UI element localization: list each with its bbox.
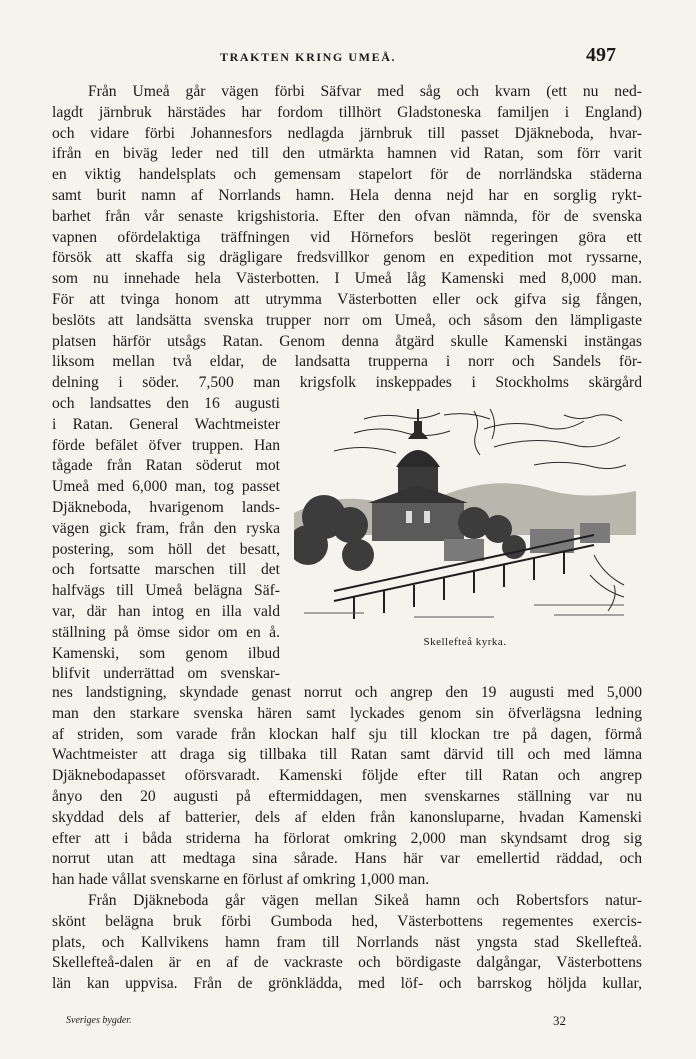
text-line: Djäknebodapasset oförsvaradt. Kamenski följde efter till Ratan och angrep <box>52 767 642 785</box>
text-line: han hade vållat svenskarne en förlust af omkring 1,000 man. <box>52 871 430 889</box>
text-line: ånyo den 20 augusti på eftermiddagen, men svenskarnes ställning var nu <box>52 787 642 805</box>
text-line: efter att i båda striderna ha förlorat omkring 2,000 man skyndsamt drog sig <box>52 829 642 847</box>
text-line: För att tvinga honom att utrymma Västerbotten eller ock gifva sig fången, <box>52 290 642 308</box>
text-line: norrut utan att medtaga sina sårade. Hans här var emellertid räddad, och <box>52 850 642 868</box>
text-line: en viktig handelsplats och gemensam stapelort för de norrländska städerna <box>52 166 642 184</box>
text-line: Djäkneboda, hvarigenom lands- <box>52 498 280 516</box>
text-line: län kan uppvisa. Från de grönklädda, med löf- och barrskog höljda kullar, <box>52 975 642 993</box>
text-line: Skellefteå-dalen är en af de vackraste och bördigaste dalgångar, Västerbottens <box>52 954 642 972</box>
page-header <box>0 44 696 68</box>
text-line: lagdt järnbruk härstädes har fordom tillhört Gladstoneska familjen i England) <box>52 103 642 121</box>
text-line: liksom mellan två eldar, de landsatta trupperna i norr och Sandels för- <box>52 353 642 371</box>
text-line: plats, och Kallvikens hamn fram till Norrlands näst yngsta stad Skellefteå. <box>52 933 642 951</box>
text-line: och fortsatte marschen till det <box>52 561 280 579</box>
text-line: som nu innehade hela Västerbotten. I Umeå låg Kamenski med 8,000 man. <box>52 270 642 288</box>
text-line: Kamenski, som genom ilbud <box>52 644 280 662</box>
text-line: förde befälet öfver truppen. Han <box>52 436 280 454</box>
page-number: 497 <box>586 44 616 66</box>
engraving-church-icon <box>294 405 636 625</box>
text-line: platsen härför utsågs Ratan. Genom denna åtgärd skulle Kamenski instängas <box>52 332 642 350</box>
body-text-top <box>52 82 642 394</box>
body-text-bottom <box>52 683 642 995</box>
text-line: blifvit underrättad om svenskar- <box>52 665 280 683</box>
text-line: i Ratan. General Wachtmeister <box>52 415 280 433</box>
text-line: delning i söder. 7,500 man krigsfolk inskeppades i Stockholms skärgård <box>52 374 642 392</box>
signature-mark: Sveriges bygder. <box>66 1015 132 1026</box>
text-line: barhet från vår senaste krigshistoria. Efter den ofvan nämnda, för de svenska <box>52 207 642 225</box>
text-line: beslöts att landsätta svenska trupper norr om Umeå, och såsom den lämpligaste <box>52 311 642 329</box>
text-line: var, där han intog en illa vald <box>52 602 280 620</box>
text-line: ställning på ömse sidor om en å. <box>52 623 280 641</box>
text-line: Från Umeå går vägen förbi Säfvar med såg och kvarn (ett nu ned- <box>88 83 642 100</box>
text-line: Umeå med 6,000 man, tog passet <box>52 478 280 496</box>
figure-caption: Skellefteå kyrka. <box>423 636 507 648</box>
text-line: halfvägs till Umeå belägna Säf- <box>52 582 280 600</box>
text-line: vägen gick fram, från den ryska <box>52 519 280 537</box>
signature-number: 32 <box>553 1013 566 1028</box>
text-line: tågade från Ratan söderut mot <box>52 457 280 475</box>
text-line: nes landstigning, skyndade genast norrut och angrep den 19 augusti med 5,000 <box>52 684 642 701</box>
text-line: postering, som höll det besatt, <box>52 540 280 558</box>
text-line: af striden, som varade från klockan half sju till klockan tre på dagen, förmå <box>52 725 642 743</box>
text-line: Från Djäkneboda går vägen mellan Sikeå hamn och Robertsfors natur- <box>88 891 642 909</box>
text-line: skönt belägna bruk förbi Gumboda hed, Västerbottens regementes exercis- <box>52 912 642 930</box>
church-illustration <box>294 405 636 625</box>
text-line: skyddad dels af batterier, dels af elden från kanonsluparne, hvadan Kamenski <box>52 808 642 826</box>
text-line: Wachtmeister att draga sig tillbaka till Ratan samt därvid till och med lämna <box>52 746 642 764</box>
text-line: och vidare förbi Johannesfors nedlagda järnbruk till passet Djäkneboda, hvar- <box>52 124 642 142</box>
text-line: ifrån en biväg leder ned till den utmärkta hamnen vid Ratan, som förr varit <box>52 145 642 163</box>
running-title: TRAKTEN KRING UMEÅ. <box>220 50 397 64</box>
text-line: och landsattes den 16 augusti <box>52 395 280 412</box>
text-line: försök att skaffa sig drägligare fredsvillkor genom en expedition mot ryssarne, <box>52 249 642 267</box>
body-text-wrapped <box>52 394 280 685</box>
text-line: samt burit namn af Norrlands hamn. Hela denna nejd har en sorglig rykt- <box>52 186 642 204</box>
text-line: vapnen ofördelaktiga träffningen vid Hörnefors beslöt regeringen göra ett <box>52 228 642 246</box>
text-line: man den starkare svenska hären samt lyckades genom sin öfverlägsna ledning <box>52 704 642 722</box>
